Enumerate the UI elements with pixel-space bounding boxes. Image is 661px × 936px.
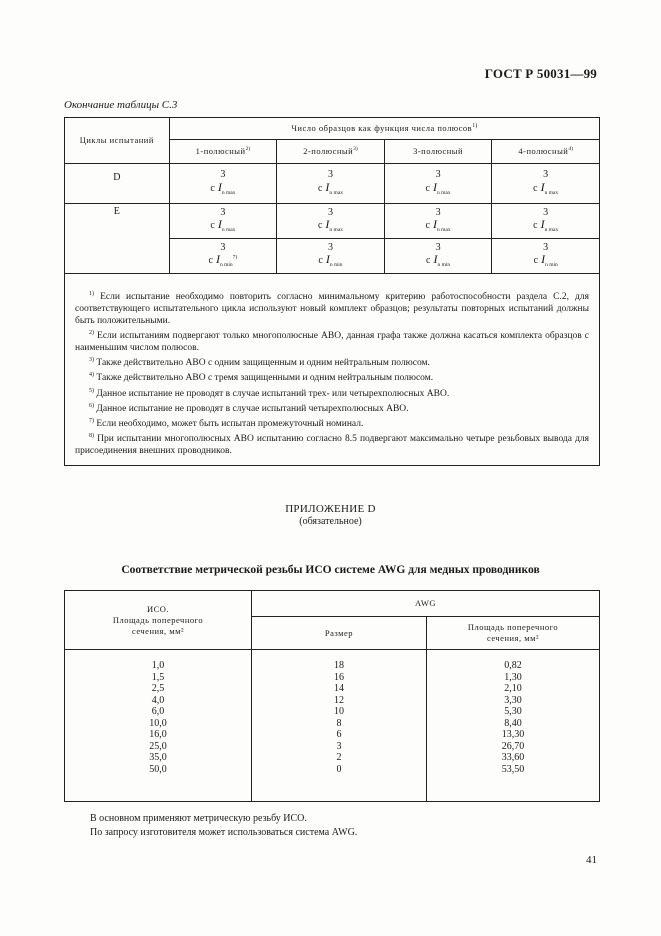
sample-cell: 3 с $I_{n max}$ <box>169 204 277 239</box>
iso-value: 1,0 <box>151 660 165 671</box>
awg-area: 0,82 <box>504 660 522 671</box>
footer-note: По запросу изготовителя может использоваться система AWG. <box>90 827 358 838</box>
awg-size: 18 <box>334 660 344 671</box>
table-awg <box>64 590 600 802</box>
iso-value: 50,0 <box>149 763 167 775</box>
table-continuation-caption: Окончание таблицы С.3 <box>64 99 178 111</box>
awg-area: 13,30 <box>501 729 525 740</box>
appendix-heading: ПРИЛОЖЕНИЕ D <box>285 503 376 515</box>
sample-cell: 3 с $I_{n max}$ <box>492 204 600 239</box>
footnote: $^{4)}$ Также действительно АВО с тремя защищенными и одним нейтральным полюсом. <box>89 372 434 384</box>
iso-value: 35,0 <box>149 752 167 763</box>
awg-size: 0 <box>336 763 342 775</box>
awg-area: 33,60 <box>501 752 525 763</box>
awg-size: 2 <box>336 752 342 763</box>
footnote: $^{5)}$ Данное испытание не проводят в случае испытаний трех- или четырехполюсных АВО. <box>89 387 450 399</box>
iso-value: 10,0 <box>149 717 167 729</box>
sample-cell: 3 с $I_{n max}$ <box>277 164 385 204</box>
sample-cell: 3 с $I_{n max}$ <box>384 204 492 239</box>
footnote: $^{1)}$ Если испытание необходимо повторить согласно минимальному критерию работоспособности раздела С.2, для соответствующего испытательного цикла используют новый комплект образцов; результаты повторных испытаний должны быть положительными. <box>75 291 590 327</box>
sample-cell: 3 с $I_{n min}^{7)}$ <box>169 239 277 274</box>
appendix-title: Соответствие метрической резьбы ИСО системе AWG для медных проводников <box>121 564 540 576</box>
footnote: $^{6)}$ Данное испытание не проводят в случае испытаний четырехполюсных АВО. <box>89 402 409 414</box>
sample-cell: 3 с $I_{n max}$ <box>384 164 492 204</box>
awg-size: 14 <box>334 683 344 694</box>
iso-value: 1,5 <box>151 671 165 683</box>
table-footnotes <box>65 274 600 466</box>
awg-size: 10 <box>334 706 344 717</box>
table-row <box>65 164 600 204</box>
awg-area: 3,30 <box>504 694 522 706</box>
awg-area: 8,40 <box>504 717 522 729</box>
sample-cell: 3 с $I_{n max}$ <box>277 204 385 239</box>
table-c3 <box>64 117 600 466</box>
sample-cell: 3 с $I_{n min}$ <box>492 239 600 274</box>
table-row <box>65 650 600 802</box>
sample-cell: 3 с $I_{n max}$ <box>492 164 600 204</box>
sample-cell: 3 с $I_{n min}$ <box>384 239 492 274</box>
table-row <box>65 204 600 239</box>
footer-note: В основном применяют метрическую резьбу ИСО. <box>90 813 307 824</box>
column-header: 2-полюсный$^{3)}$ <box>277 140 385 164</box>
footnote: $^{3)}$ Также действительно АВО с одним защищенным и одним нейтральным полюсом. <box>89 357 430 369</box>
iso-value: 6,0 <box>151 706 165 717</box>
page-number: 41 <box>586 854 597 866</box>
column-header: 1-полюсный$^{2)}$ <box>169 140 277 164</box>
footnote: $^{7)}$ Если необходимо, может быть испытан промежуточный номинал. <box>89 417 364 430</box>
sample-cell: 3 с $I_{n max}$ <box>169 164 277 204</box>
poles-group-header: Число образцов как функция числа полюсов$^{1)}$ <box>169 118 599 140</box>
awg-size: 16 <box>334 671 344 683</box>
cycle-cell: D <box>65 164 170 204</box>
awg-area: 53,50 <box>501 763 525 775</box>
footnote: $^{2)}$ Если испытаниям подвергают только многополюсные АВО, данная графа также должна касаться комплекта образцов с наименьшим числом полюсов. <box>75 330 590 354</box>
cycles-header: Циклы испытаний <box>65 118 170 164</box>
iso-value: 16,0 <box>149 729 167 740</box>
awg-area: 5,30 <box>504 706 522 717</box>
column-header: 4-полюсный$^{4)}$ <box>492 140 600 164</box>
iso-header: ИСО. Площадь поперечного сечения, мм² <box>65 591 252 650</box>
footnote: $^{8)}$ При испытании многополюсных АВО испытанию согласно 8.5 подвергают максимально четыре резьбовых вывода для присоединения внешних проводников. <box>75 433 590 457</box>
awg-size: 6 <box>336 729 342 740</box>
awg-area: 26,70 <box>501 740 525 752</box>
awg-header: AWG <box>252 591 600 617</box>
area-header: Площадь поперечного сечения, мм² <box>427 617 600 650</box>
awg-area-column <box>427 650 600 802</box>
iso-value: 25,0 <box>149 740 167 752</box>
awg-size: 8 <box>336 717 342 729</box>
awg-size-column <box>252 650 427 802</box>
sample-cell: 3 с $I_{n min}$ <box>277 239 385 274</box>
awg-size: 12 <box>334 694 344 706</box>
appendix-status: (обязательное) <box>299 516 362 527</box>
awg-area: 2,10 <box>504 683 522 694</box>
awg-area: 1,30 <box>504 671 522 683</box>
awg-size: 3 <box>336 740 342 752</box>
iso-value: 2,5 <box>151 683 165 694</box>
iso-value: 4,0 <box>151 694 165 706</box>
column-header: 3-полюсный <box>384 140 492 164</box>
standard-number: ГОСТ Р 50031—99 <box>484 66 597 81</box>
size-header: Размер <box>252 617 427 650</box>
iso-values-column <box>65 650 252 802</box>
cycle-cell: E <box>65 204 170 274</box>
